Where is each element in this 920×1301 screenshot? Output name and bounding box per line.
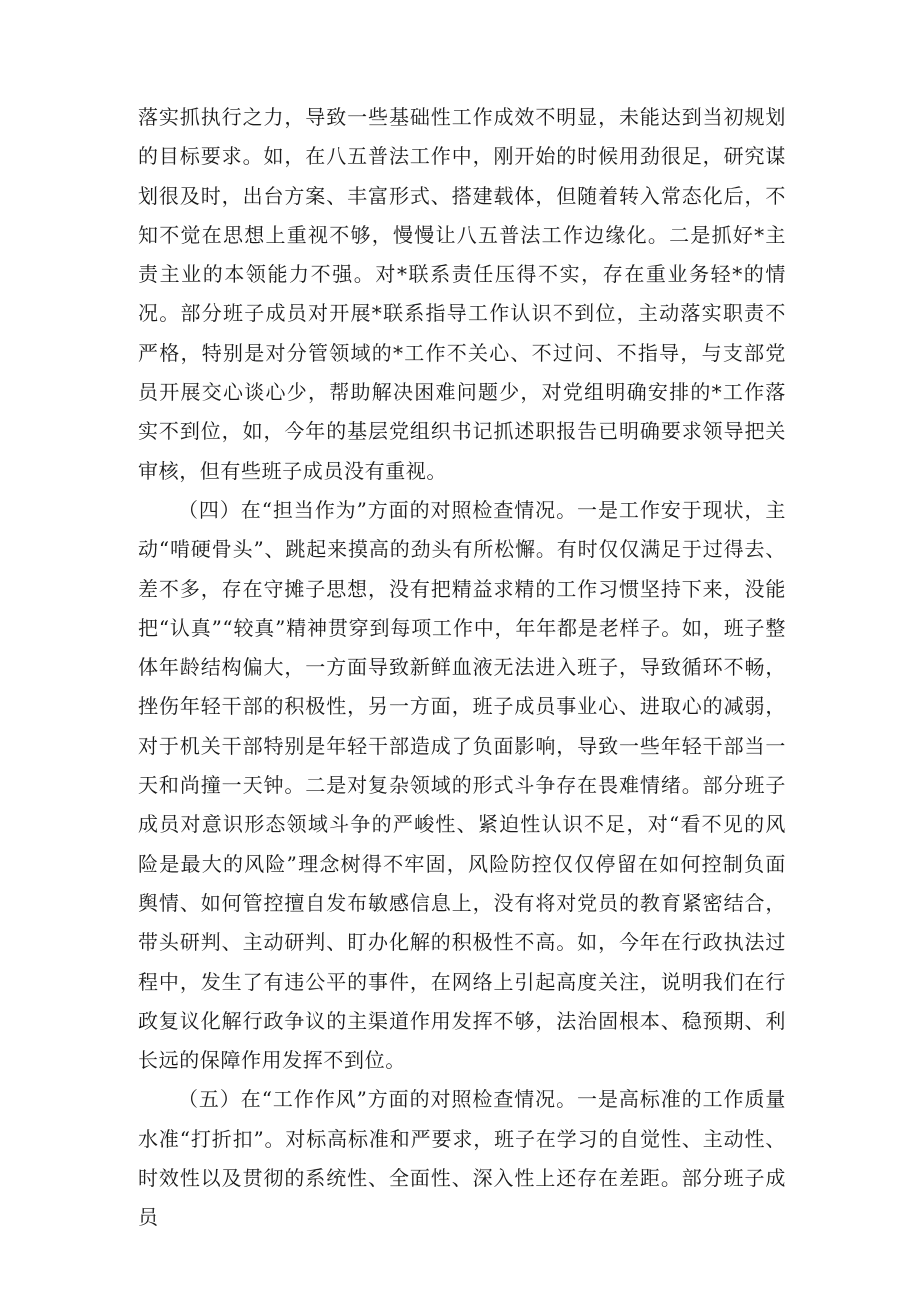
paragraph-section-five-work-style: （五）在“工作作风”方面的对照检查情况。一是高标准的工作质量水准“打折扣”。对标高标准和严要求，班子在学习的自觉性、主动性、时效性以及贯彻的系统性、全面性、深入性上还存在差距。部分班子成员 — [138, 1087, 786, 1230]
paragraph-section-four-responsibility: （四）在“担当作为”方面的对照检查情况。一是工作安于现状，主动“啃硬骨头”、跳起来摸高的劲头有所松懈。有时仅仅满足于过得去、差不多，存在守摊子思想，没有把精益求精的工作习惯坚持下来，没能把“认真”“较真”精神贯穿到每项工作中，年年都是老样子。如，班子整体年龄结构偏大，一方面导致新鲜血液无法进入班子，导致循环不畅，挫伤年轻干部的积极性，另一方面，班子成员事业心、进取心的减弱，对于机关干部特别是年轻干部造成了负面影响，导致一些年轻干部当一天和尚撞一天钟。二是对复杂领域的形式斗争存在畏难情绪。部分班子成员对意识形态领域斗争的严峻性、紧迫性认识不足，对“看不见的风险是最大的风险”理念树得不牢固，风险防控仅仅停留在如何控制负面舆情、如何管控擅自发布敏感信息上，没有将对党员的教育紧密结合，带头研判、主动研判、盯办化解的积极性不高。如，今年在行政执法过程中，发生了有违公平的事件，在网络上引起高度关注，说明我们在行政复议化解行政争议的主渠道作用发挥不够，法治固根本、稳预期、利长远的保障作用发挥不到位。 — [138, 497, 786, 1073]
paragraph-continued-issues: 落实抓执行之力，导致一些基础性工作成效不明显，未能达到当初规划的目标要求。如，在八五普法工作中，刚开始的时候用劲很足，研究谋划很及时，出台方案、丰富形式、搭建载体，但随着转入常态化后，不知不觉在思想上重视不够，慢慢让八五普法工作边缘化。二是抓好*主责主业的本领能力不强。对*联系责任压得不实，存在重业务轻*的情况。部分班子成员对开展*联系指导工作认识不到位，主动落实职责不严格，特别是对分管领域的*工作不关心、不过问、不指导，与支部党员开展交心谈心少，帮助解决困难问题少，对党组明确安排的*工作落实不到位，如，今年的基层党组织书记抓述职报告已明确要求领导把关审核，但有些班子成员没有重视。 — [138, 105, 786, 483]
document-body — [138, 98, 786, 1238]
